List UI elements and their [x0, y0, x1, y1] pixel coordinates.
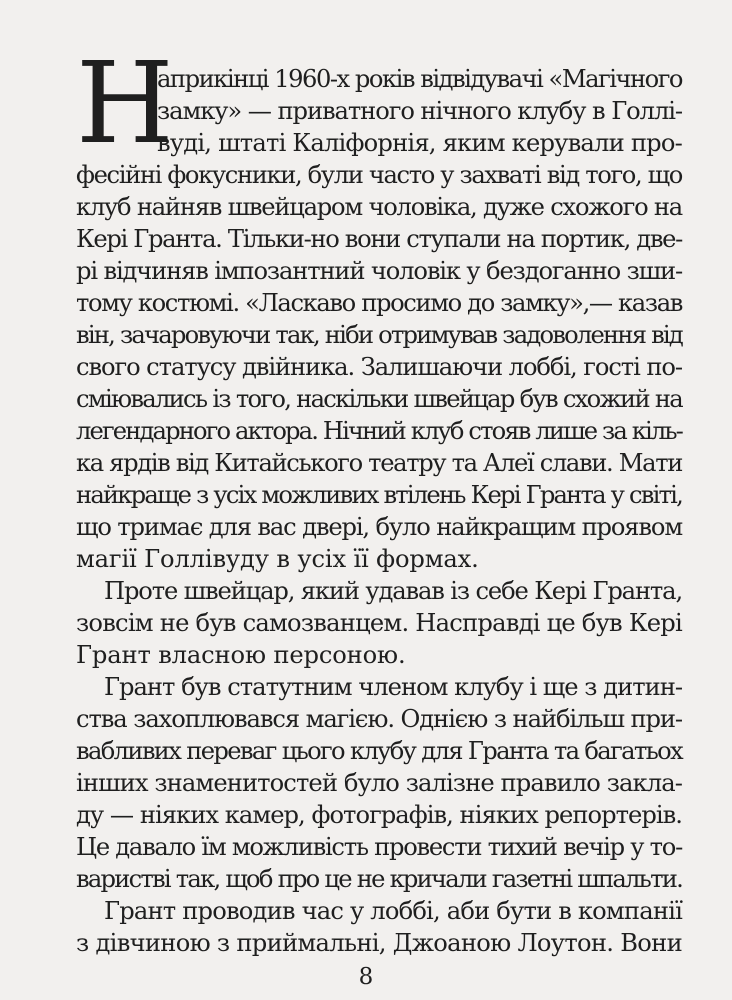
text-line: з дівчиною з приймальні, Джоаною Лоутон. Вони: [76, 929, 682, 957]
text-line: вабливих переваг цього клубу для Гранта та багатьох: [76, 737, 682, 765]
text-line: найкраще з усіх можливих втілень Кері Гранта у світі,: [76, 481, 682, 509]
text-line: легендарного актора. Нічний клуб стояв лише за кіль-: [76, 417, 682, 445]
drop-cap: Н: [76, 39, 172, 169]
text-line: ства захоплювався магією. Однією з найбільш при-: [76, 705, 682, 733]
text-line: рі відчиняв імпозантний чоловік у бездоганно зши-: [76, 257, 682, 285]
text-line: зовсім не був самозванцем. Насправді це був Кері: [76, 609, 682, 637]
text-line: Грант був статутним членом клубу і ще з дитин-: [104, 673, 682, 701]
text-line: Грант проводив час у лоббі, аби бути в компанії: [104, 897, 682, 925]
text-line: він, зачаровуючи так, ніби отримував задоволення від: [76, 321, 682, 349]
page-number: 8: [358, 964, 374, 990]
text-line: ду — ніяких камер, фотографів, ніяких репортерів.: [76, 801, 682, 829]
text-line: замку» — приватного нічного клубу в Голлі-: [157, 97, 682, 125]
text-line: априкінці 1960-х років відвідувачі «Магічного: [157, 65, 682, 93]
text-line: Проте швейцар, який удавав із себе Кері Гранта,: [104, 577, 682, 605]
text-line: вуді, штаті Каліфорнія, яким керували про-: [157, 129, 682, 157]
text-line: Кері Гранта. Тільки-но вони ступали на портик, две-: [76, 225, 682, 253]
text-line: варистві так, щоб про це не кричали газетні шпальти.: [76, 865, 682, 893]
text-line: клуб найняв швейцаром чоловіка, дуже схожого на: [76, 193, 682, 221]
text-line: інших знаменитостей було залізне правило закла-: [76, 769, 682, 797]
text-line: що тримає для вас двері, було найкращим проявом: [76, 513, 682, 541]
text-line: фесійні фокусники, були часто у захваті від того, що: [76, 161, 682, 189]
text-line: свого статусу двійника. Залишаючи лоббі, гості по-: [76, 353, 682, 381]
text-line: Грант власною персоною.: [76, 641, 406, 669]
text-line: ка ярдів від Китайського театру та Алеї слави. Мати: [76, 449, 682, 477]
text-line: магії Голлівуду в усіх її формах.: [76, 545, 479, 573]
text-line: сміювались із того, наскільки швейцар був схожий на: [76, 385, 682, 413]
text-line: тому костюмі. «Ласкаво просимо до замку»,— казав: [76, 289, 682, 317]
text-line: Це давало їм можливість провести тихий вечір у то-: [76, 833, 682, 861]
